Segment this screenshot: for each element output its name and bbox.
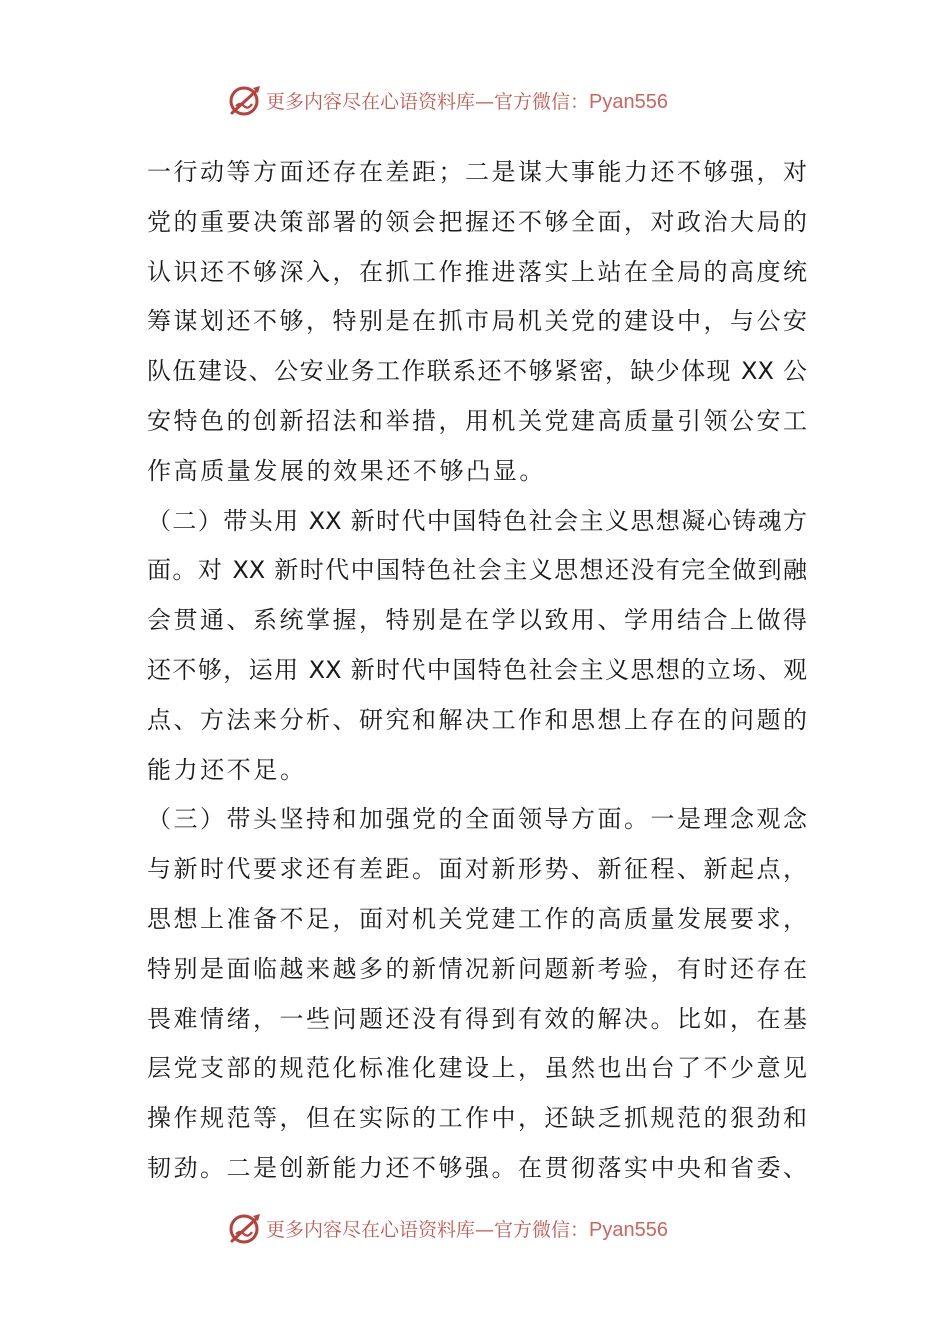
text-line: 畏难情绪，一些问题还没有得到有效的解决。比如，在基 — [147, 1004, 807, 1033]
header-banner — [0, 82, 950, 122]
header-wechat-label: 官方微信： — [494, 91, 590, 113]
text-line: 作高质量发展的效果还不够凸显。 — [147, 456, 546, 485]
document-body — [147, 148, 807, 1194]
brush-logo-icon — [226, 1210, 264, 1248]
text-line: 党的重要决策部署的领会把握还不够全面，对政治大局的 — [147, 207, 807, 236]
footer-wechat-label: 官方微信： — [494, 1219, 590, 1241]
header-promo: 更多内容尽在心语资料库 — [266, 91, 476, 113]
header-wechat-id: Pyan556 — [589, 91, 668, 113]
text-line: 操作规范等，但在实际的工作中，还缺乏抓规范的狠劲和 — [147, 1104, 807, 1133]
text-line: 队伍建设、公安业务工作联系还不够紧密，缺少体现 XX 公 — [147, 357, 807, 386]
footer-dash: — — [475, 1219, 495, 1241]
text-line: 能力还不足。 — [147, 755, 307, 784]
header-promo-text — [266, 90, 668, 114]
footer-promo-text — [266, 1218, 668, 1242]
text-line: 与新时代要求还有差距。面对新形势、新征程、新起点， — [147, 855, 807, 884]
text-line: 安特色的创新招法和举措，用机关党建高质量引领公安工 — [147, 406, 807, 435]
text-line: 思想上准备不足，面对机关党建工作的高质量发展要求， — [147, 904, 807, 933]
text-line: 会贯通、系统掌握，特别是在学以致用、学用结合上做得 — [147, 606, 807, 635]
text-line: 面。对 XX 新时代中国特色社会主义思想还没有完全做到融 — [147, 556, 807, 585]
text-line: 层党支部的规范化标准化建设上，虽然也出台了不少意见 — [147, 1054, 807, 1083]
text-line: 还不够，运用 XX 新时代中国特色社会主义思想的立场、观 — [147, 655, 807, 684]
text-line: （三）带头坚持和加强党的全面领导方面。一是理念观念 — [147, 805, 807, 834]
footer-banner — [0, 1210, 950, 1250]
text-line: 点、方法来分析、研究和解决工作和思想上存在的问题的 — [147, 705, 807, 734]
text-line: 一行动等方面还存在差距；二是谋大事能力还不够强，对 — [147, 158, 807, 186]
footer-promo: 更多内容尽在心语资料库 — [266, 1219, 476, 1241]
header-dash: — — [475, 91, 495, 113]
footer-wechat-id: Pyan556 — [589, 1219, 668, 1241]
text-line: 筹谋划还不够，特别是在抓市局机关党的建设中，与公安 — [147, 307, 807, 336]
text-line: 特别是面临越来越多的新情况新问题新考验，有时还存在 — [147, 954, 807, 983]
text-line: （二）带头用 XX 新时代中国特色社会主义思想凝心铸魂方 — [147, 506, 807, 535]
text-line: 韧劲。二是创新能力还不够强。在贯彻落实中央和省委、 — [147, 1153, 807, 1182]
brush-logo-icon — [226, 82, 264, 120]
text-line: 认识还不够深入，在抓工作推进落实上站在全局的高度统 — [147, 257, 807, 286]
